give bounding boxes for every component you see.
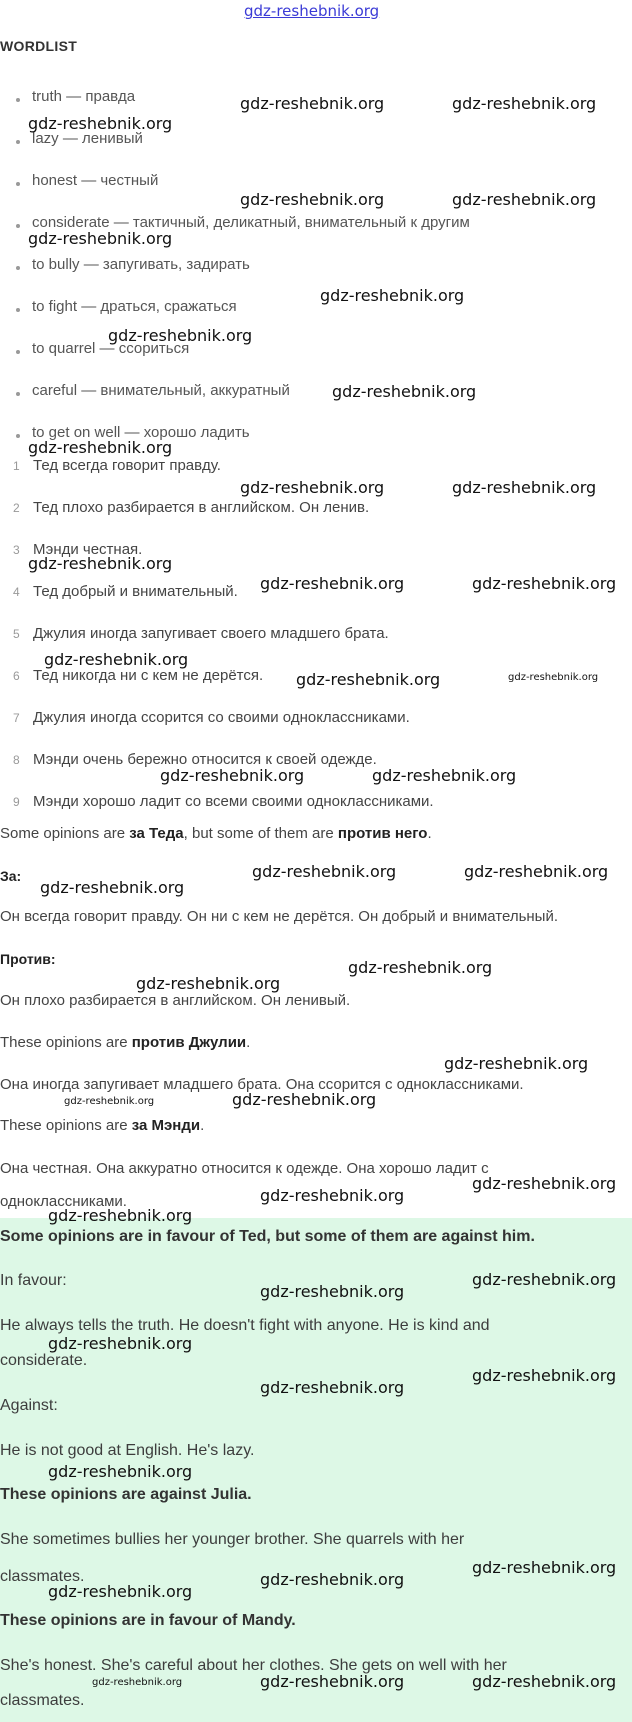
translation-item: 2 Тед плохо разбирается в английском. Он ленив. (13, 499, 370, 516)
watermark: gdz-reshebnik.org (372, 766, 517, 785)
watermark: gdz-reshebnik.org (296, 670, 441, 689)
answer-julia-text: She sometimes bullies her younger brother. She quarrels with her (0, 1531, 465, 1548)
bullet-icon (16, 392, 20, 396)
bullet-icon (16, 434, 20, 438)
answer-in-favour-label: In favour: (0, 1272, 67, 1289)
julia-text: Она иногда запугивает младшего брата. Она ссорится с одноклассниками. (0, 1076, 524, 1093)
watermark: gdz-reshebnik.org (44, 650, 189, 669)
answer-julia-text-cont: classmates. (0, 1568, 85, 1585)
answer-julia-heading: These opinions are against Julia. (0, 1486, 252, 1503)
for-text: Он всегда говорит правду. Он ни с кем не дерётся. Он добрый и внимательный. (0, 908, 559, 925)
watermark: gdz-reshebnik.org (452, 478, 597, 497)
mandy-text: Она честная. Она аккуратно относится к одежде. Она хорошо ладит с (0, 1160, 489, 1177)
bullet-icon (16, 140, 20, 144)
wordlist-item: lazy — ленивый (16, 130, 143, 147)
watermark: gdz-reshebnik.org (48, 1582, 193, 1601)
mandy-intro: These opinions are за Мэнди. (0, 1117, 205, 1134)
answer-mandy-text-cont: classmates. (0, 1692, 85, 1709)
translation-item: 9 Мэнди хорошо ладит со всеми своими одноклассниками. (13, 793, 434, 810)
watermark: gdz-reshebnik.org (48, 1206, 193, 1225)
watermark: gdz-reshebnik.org (64, 1096, 155, 1107)
watermark: gdz-reshebnik.org (472, 1672, 617, 1691)
watermark: gdz-reshebnik.org (160, 766, 305, 785)
watermark: gdz-reshebnik.org (452, 190, 597, 209)
wordlist-item: honest — честный (16, 172, 158, 189)
wordlist-item: considerate — тактичный, деликатный, внимательный к другим (16, 214, 470, 231)
watermark: gdz-reshebnik.org (28, 554, 173, 573)
watermark: gdz-reshebnik.org (260, 1282, 405, 1301)
against-text: Он плохо разбирается в английском. Он ленивый. (0, 992, 351, 1009)
watermark: gdz-reshebnik.org (260, 1570, 405, 1589)
bullet-icon (16, 98, 20, 102)
answer-mandy-text: She's honest. She's careful about her clothes. She gets on well with her (0, 1657, 507, 1674)
watermark: gdz-reshebnik.org (28, 438, 173, 457)
watermark: gdz-reshebnik.org (240, 190, 385, 209)
watermark: gdz-reshebnik.org (260, 574, 405, 593)
watermark: gdz-reshebnik.org (332, 382, 477, 401)
watermark: gdz-reshebnik.org (444, 1054, 589, 1073)
answer-in-favour-text-cont: considerate. (0, 1352, 88, 1369)
bullet-icon (16, 350, 20, 354)
watermark: gdz-reshebnik.org (472, 1558, 617, 1577)
bullet-icon (16, 182, 20, 186)
watermark: gdz-reshebnik.org (472, 1174, 617, 1193)
watermark: gdz-reshebnik.org (40, 878, 185, 897)
julia-intro: These opinions are против Джулии. (0, 1034, 251, 1051)
translation-item: 4 Тед добрый и внимательный. (13, 583, 238, 600)
wordlist-heading: WORDLIST (0, 38, 78, 54)
watermark: gdz-reshebnik.org (260, 1378, 405, 1397)
ted-intro: Some opinions are за Теда, but some of them are против него. (0, 825, 432, 842)
translation-item: 5 Джулия иногда запугивает своего младшего брата. (13, 625, 389, 642)
watermark-link[interactable]: gdz-reshebnik.org (244, 2, 380, 20)
translation-item: 7 Джулия иногда ссорится со своими одноклассниками. (13, 709, 410, 726)
watermark: gdz-reshebnik.org (472, 1270, 617, 1289)
answer-ted-heading: Some opinions are in favour of Ted, but some of them are against him. (0, 1228, 535, 1245)
watermark: gdz-reshebnik.org (136, 974, 281, 993)
watermark: gdz-reshebnik.org (260, 1672, 405, 1691)
bullet-icon (16, 224, 20, 228)
watermark: gdz-reshebnik.org (48, 1334, 193, 1353)
watermark: gdz-reshebnik.org (348, 958, 493, 977)
answer-mandy-heading: These opinions are in favour of Mandy. (0, 1612, 296, 1629)
wordlist-item: truth — правда (16, 88, 135, 105)
watermark: gdz-reshebnik.org (472, 574, 617, 593)
watermark: gdz-reshebnik.org (452, 94, 597, 113)
bullet-icon (16, 308, 20, 312)
watermark: gdz-reshebnik.org (92, 1677, 183, 1688)
translation-item: 8 Мэнди очень бережно относится к своей одежде. (13, 751, 377, 768)
translation-item: 3 Мэнди честная. (13, 541, 143, 558)
wordlist-item: to quarrel — ссориться (16, 340, 189, 357)
translation-item: 1 Тед всегда говорит правду. (13, 457, 221, 474)
watermark: gdz-reshebnik.org (232, 1090, 377, 1109)
watermark: gdz-reshebnik.org (464, 862, 609, 881)
watermark: gdz-reshebnik.org (240, 94, 385, 113)
answer-in-favour-text: He always tells the truth. He doesn't fight with anyone. He is kind and (0, 1317, 490, 1334)
watermark: gdz-reshebnik.org (240, 478, 385, 497)
answer-box (0, 1218, 632, 1722)
watermark: gdz-reshebnik.org (252, 862, 397, 881)
watermark: gdz-reshebnik.org (260, 1186, 405, 1205)
translation-item: 6 Тед никогда ни с кем не дерётся. (13, 667, 264, 684)
watermark: gdz-reshebnik.org (28, 229, 173, 248)
answer-against-text: He is not good at English. He's lazy. (0, 1442, 255, 1459)
watermark: gdz-reshebnik.org (508, 672, 599, 683)
watermark: gdz-reshebnik.org (48, 1462, 193, 1481)
wordlist-item: to get on well — хорошо ладить (16, 424, 250, 441)
mandy-text-cont: одноклассниками. (0, 1193, 127, 1210)
answer-against-label: Against: (0, 1397, 58, 1414)
wordlist-item: to bully — запугивать, задирать (16, 256, 250, 273)
watermark: gdz-reshebnik.org (108, 326, 253, 345)
against-label: Против: (0, 951, 56, 967)
bullet-icon (16, 266, 20, 270)
for-label: За: (0, 868, 22, 884)
wordlist-item: careful — внимательный, аккуратный (16, 382, 290, 399)
watermark: gdz-reshebnik.org (28, 114, 173, 133)
watermark: gdz-reshebnik.org (320, 286, 465, 305)
watermark: gdz-reshebnik.org (472, 1366, 617, 1385)
wordlist-item: to fight — драться, сражаться (16, 298, 237, 315)
